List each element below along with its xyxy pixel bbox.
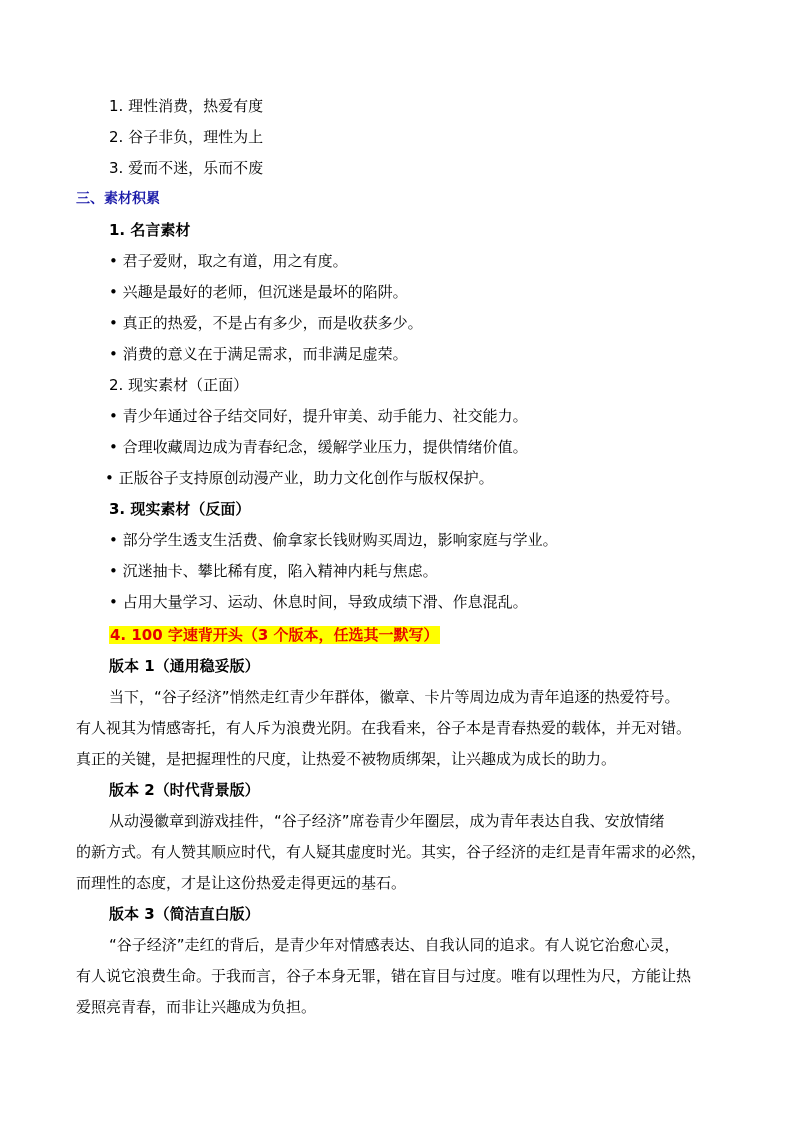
paragraph-line: 的新方式。有人赞其顺应时代，有人疑其虚度时光。其实，谷子经济的走红是青年需求的必然，: [76, 843, 707, 861]
paragraph-line: 有人说它浪费生命。于我而言，谷子本身无罪，错在盲目与过度。唯有以理性为尺，方能让热: [76, 967, 692, 985]
subsection-heading-openings: [109, 625, 440, 645]
paragraph-line: 从动漫徽章到游戏挂件，“谷子经济”席卷青少年圈层，成为青年表达自我、安放情绪: [109, 812, 665, 830]
list-item: • 正版谷子支持原创动漫产业，助力文化创作与版权保护。: [105, 469, 494, 487]
list-item: • 青少年通过谷子结交同好，提升审美、动手能力、社交能力。: [109, 407, 528, 425]
idea-item: 2. 谷子非负，理性为上: [109, 128, 264, 146]
subsection-heading-positive: 2. 现实素材（正面）: [109, 376, 249, 394]
list-item: • 部分学生透支生活费、偷拿家长钱财购买周边，影响家庭与学业。: [109, 531, 558, 549]
list-item: • 占用大量学习、运动、休息时间，导致成绩下滑、作息混乱。: [109, 593, 528, 611]
list-item: • 合理收藏周边成为青春纪念，缓解学业压力，提供情绪价值。: [109, 438, 528, 456]
version-title: 版本 3（简洁直白版）: [109, 905, 260, 923]
paragraph-line: 而理性的态度，才是让这份热爱走得更远的基石。: [76, 874, 407, 892]
paragraph-line: “谷子经济”走红的背后，是青少年对情感表达、自我认同的追求。有人说它治愈心灵，: [109, 936, 680, 954]
section-heading: 三、素材积累: [76, 191, 160, 207]
list-item: • 君子爱财，取之有道，用之有度。: [109, 252, 348, 270]
paragraph-line: 有人视其为情感寄托，有人斥为浪费光阴。在我看来，谷子本是青春热爱的载体，并无对错。: [76, 719, 692, 737]
list-item: • 沉迷抽卡、攀比稀有度，陷入精神内耗与焦虑。: [109, 562, 438, 580]
paragraph-line: 爱照亮青春，而非让兴趣成为负担。: [76, 998, 317, 1016]
idea-item: 3. 爱而不迷，乐而不废: [109, 159, 264, 177]
paragraph-line: 真正的关键，是把握理性的尺度，让热爱不被物质绑架，让兴趣成为成长的助力。: [76, 750, 617, 768]
highlighted-heading: 4. 100 字速背开头（3 个版本，任选其一默写）: [110, 626, 439, 644]
list-item: • 消费的意义在于满足需求，而非满足虚荣。: [109, 345, 408, 363]
subsection-heading-negative: 3. 现实素材（反面）: [109, 500, 251, 518]
idea-item: 1. 理性消费，热爱有度: [109, 97, 264, 115]
paragraph-line: 当下，“谷子经济”悄然走红青少年群体，徽章、卡片等周边成为青年追逐的热爱符号。: [109, 688, 680, 706]
list-item: • 兴趣是最好的老师，但沉迷是最坏的陷阱。: [109, 283, 408, 301]
subsection-heading-quotes: 1. 名言素材: [109, 221, 191, 239]
version-title: 版本 1（通用稳妥版）: [109, 657, 260, 675]
list-item: • 真正的热爱，不是占有多少，而是收获多少。: [109, 314, 423, 332]
version-title: 版本 2（时代背景版）: [109, 781, 260, 799]
